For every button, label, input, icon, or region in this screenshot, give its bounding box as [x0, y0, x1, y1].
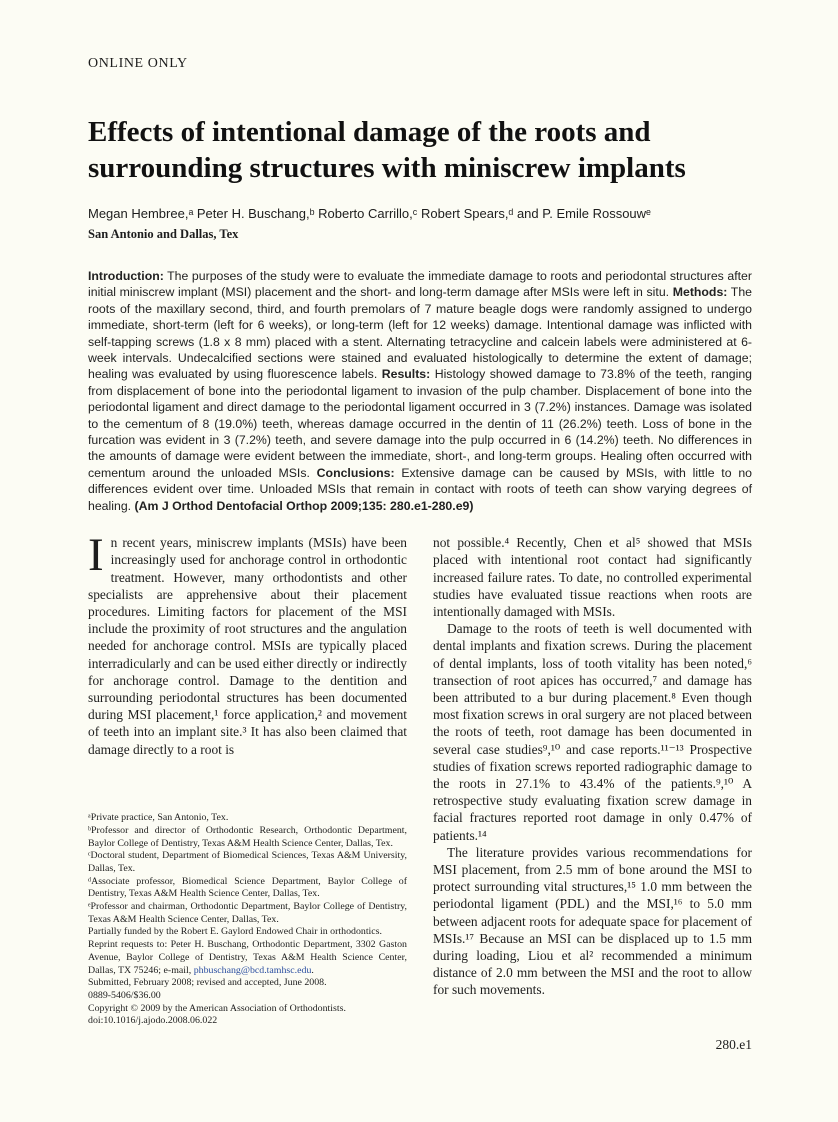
- footnote-doi: doi:10.1016/j.ajodo.2008.06.022: [88, 1015, 218, 1027]
- affiliation-line: San Antonio and Dallas, Tex: [88, 227, 239, 241]
- body-paragraph-literature: The literature provides various recommendations for MSI placement, from 2.5 mm of bone around the MSI to protect surrounding vital structures,¹⁵ 1.0 mm between the periodontal ligament (PDL) and the MSI,¹⁶ to 5.0 mm between adjacent roots for adequate space for placement of MSIs.¹⁷ Because an MSI can be displaced up to 1.5 mm during loading, Liou et al² recommended a minimum distance of 2.0 mm between the MSI and the root to allow for such movements.: [433, 844, 752, 998]
- abstract-methods-label: Methods:: [672, 285, 728, 300]
- intro-paragraph: In recent years, miniscrew implants (MSIs) have been increasingly used for anchorage control in orthodontic treatment. However, many orthodontists and other specialists are apprehensive about their placement procedures. Limiting factors for placement of the MSI include the proximity of root structures and the angulation needed for anchorage control. MSIs are typically placed interradicularly and can be used either directly or indirectly for anchorage control. Damage to the dentition and surrounding periodontal structures has been documented during MSI placement,¹ force application,² and movement of teeth into an implant site.³ It has also been claimed that damage directly to a root is: [88, 529, 407, 757]
- abstract-results-text: Histology showed damage to 73.8% of the teeth, ranging from displacement of bone into the periodontal ligament to invasion of the pulp chamber. Displacement of bone into the periodontal ligament and direct damage to the periodontal ligament occurred in 3 (7.2%) instances. Damage was isolated to the cementum of 8 (19.0%) teeth, whereas damage occurred in the dentin of 11 (26.2%) teeth. Loss of bone in the furcation was evident in 3 (7.2%) teeth, and severe damage into the pulp occurred in 6 (14.2%) teeth. No differences in the amounts of damage were evident between the immediate, short-, and long-term groups. Healing often occurred with cementum around the unloaded MSIs.: [88, 367, 753, 480]
- online-only-label: ONLINE ONLY: [88, 56, 188, 71]
- abstract-conclusions-text: Extensive damage can be caused by MSIs, with little to no differences evident over time. Unloaded MSIs that remain in contact with roots of teeth can show varying degrees of healing.: [88, 465, 753, 513]
- email-link[interactable]: phbuschang@bcd.tamhsc.edu: [193, 964, 312, 976]
- footnote-reprint-text: Reprint requests to: Peter H. Buschang, Orthodontic Department, 3302 Gaston Avenue, Baylor College of Dentistry, Texas A&M Health Science Center, Dallas, TX 75246; e-mail,: [88, 939, 407, 976]
- body-paragraph-continuation: not possible.⁴ Recently, Chen et al⁵ showed that MSIs placed with intentional root contact had significantly increased failure rates. To date, no controlled experimental studies have evaluated tissue reactions when roots are intentionally damaged with MSIs.: [433, 535, 752, 619]
- article-title-line2: surrounding structures with miniscrew implants: [88, 152, 686, 184]
- footnote-funding: Partially funded by the Robert E. Gaylord Endowed Chair in orthodontics.: [88, 926, 382, 938]
- body-column-right: [433, 534, 752, 1028]
- abstract-introduction-label: Introduction:: [88, 269, 164, 283]
- article-title-line1: Effects of intentional damage of the roots and: [88, 116, 651, 148]
- footnotes: [88, 812, 407, 1028]
- abstract-citation: (Am J Orthod Dentofacial Orthop 2009;135: 280.e1-280.e9): [134, 498, 474, 513]
- body-columns: [88, 529, 752, 1028]
- footnote-affiliation-b: ᵇProfessor and director of Orthodontic Research, Orthodontic Department, Baylor College of Dentistry, Texas A&M Health Science Center, Dallas, Tex.: [88, 824, 407, 849]
- abstract: [88, 268, 752, 514]
- footnote-affiliation-c: ᶜDoctoral student, Department of Biomedical Sciences, Texas A&M University, Dallas, Tex.: [88, 850, 407, 874]
- footnote-reprint-period: .: [311, 964, 314, 976]
- authors-line: Megan Hembree,ᵃ Peter H. Buschang,ᵇ Roberto Carrillo,ᶜ Robert Spears,ᵈ and P. Emile Rossouwᵉ: [88, 206, 651, 221]
- footnote-copyright: Copyright © 2009 by the American Association of Orthodontists.: [88, 1002, 346, 1014]
- footnote-affiliation-d: ᵈAssociate professor, Biomedical Science Department, Baylor College of Dentistry, Texas A&M Health Science Center, Dallas, Tex.: [88, 875, 407, 900]
- abstract-methods-text: The roots of the maxillary second, third, and fourth premolars of 7 mature beagle dogs were randomly assigned to undergo immediate, short-term (left for 6 weeks), or long-term (left for 12 weeks) damage. Intentional damage was inflicted with self-tapping screws (1.8 x 8 mm) placed with a stent. Alternating tetracycline and calcein labels were administered at 6-week intervals. Undecalcified sections were stained and evaluated histologically to determine the extent of damage; healing was evaluated by using fluorescence labels.: [88, 285, 752, 382]
- footnote-affiliation-e: ᵉProfessor and chairman, Orthodontic Department, Baylor College of Dentistry, Texas A&M Health Science Center, Dallas, Tex.: [88, 901, 407, 925]
- body-column-left: [88, 529, 407, 1028]
- footnote-reprint: [88, 939, 407, 977]
- page-number: 280.e1: [715, 1037, 752, 1053]
- footnote-affiliation-a: ᵃPrivate practice, San Antonio, Tex.: [88, 812, 229, 824]
- abstract-conclusions-label: Conclusions:: [316, 465, 395, 480]
- body-paragraph-damage: Damage to the roots of teeth is well documented with dental implants and fixation screws. During the placement of dental implants, loss of tooth vitality has been noted,⁶ transection of root apices has occurred,⁷ and damage has been attributed to a bur during placement.⁸ Even though most fixation screws in oral surgery are not placed between the roots of teeth, root damage has been documented in several case studies⁹,¹⁰ and case reports.¹¹⁻¹³ Prospective studies of fixation screws reported radiographic damage to the roots in 27.1% to 43.4% of the patients.⁹,¹⁰ A retrospective study evaluating fixation screw damage in facial fractures reported root damage in only 0.47% of patients.¹⁴: [433, 621, 752, 843]
- abstract-introduction-text: The purposes of the study were to evaluate the immediate damage to roots and periodontal structures after initial miniscrew implant (MSI) placement and the short- and long-term damage after MSIs were left in situ.: [88, 269, 752, 300]
- footnote-submitted: Submitted, February 2008; revised and accepted, June 2008.: [88, 977, 327, 989]
- article-title: [88, 114, 752, 186]
- abstract-results-label: Results:: [381, 367, 431, 382]
- footnote-issn-price: 0889-5406/$36.00: [88, 989, 161, 1001]
